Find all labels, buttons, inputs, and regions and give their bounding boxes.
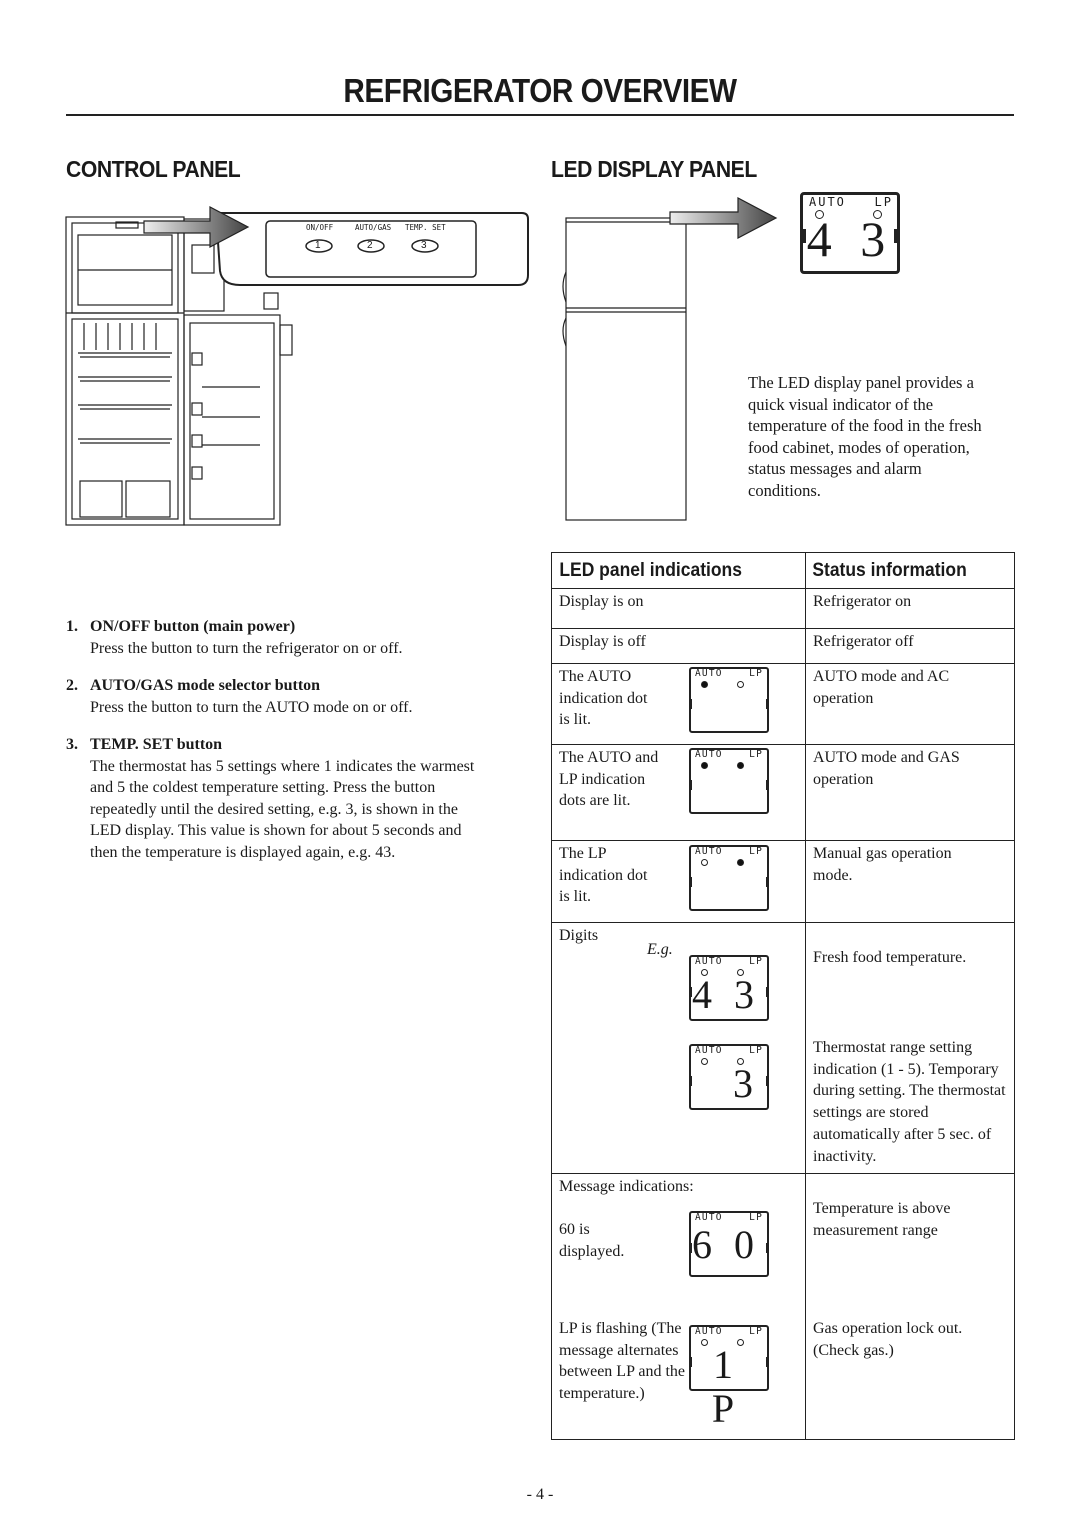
table-cell-status: Gas operation lock out. (Check gas.) [813, 1320, 963, 1359]
table-cell-indication: Display is off [559, 633, 646, 650]
table-header-indications: LED panel indications [559, 560, 742, 581]
led-auto-label: AUTO [695, 1045, 723, 1056]
led-lp-label: LP [749, 846, 763, 857]
led-auto-dot [701, 681, 708, 688]
list-item-desc: Press the button to turn the refrigerator on or off. [90, 639, 403, 657]
table-row-rule [552, 840, 1014, 841]
table-cell-indication: Digits [559, 927, 599, 944]
led-side-tab-right [766, 1243, 769, 1253]
led-side-tab-right [766, 780, 769, 790]
table-row-rule [552, 744, 1014, 745]
led-side-tab-right [766, 1357, 769, 1367]
led-indicator [689, 1044, 769, 1110]
table-row-rule [552, 1173, 1014, 1174]
table-cell-status: Refrigerator off [813, 633, 914, 650]
led-indicator-labels [695, 750, 763, 760]
led-indicator [689, 1325, 769, 1431]
led-auto-label: AUTO [695, 956, 723, 967]
led-side-tab-right [766, 987, 769, 997]
auto-gas-button-number: 2 [367, 240, 373, 251]
led-indications-table [551, 552, 1015, 1440]
led-indicator [689, 845, 769, 911]
led-digits: 1 P [711, 1342, 741, 1431]
led-auto-dot [701, 859, 708, 866]
table-cell-indication: The AUTO indication dot is lit. [559, 668, 648, 729]
on-off-button-number: 1 [315, 240, 321, 251]
led-auto-dot [701, 762, 708, 769]
led-auto-label: AUTO [695, 1326, 723, 1337]
led-auto-label: AUTO [695, 1212, 723, 1223]
list-item-desc: The thermostat has 5 settings where 1 indicates the warmest and 5 the coldest temperature setting. Press the button repeatedly until the desired setting, e.g. 3, is shown in the LED display. This value is shown for about 5 seconds and then the temperature is displayed again, e.g. 43. [90, 757, 475, 861]
table-cell-sub: 60 is displayed. [559, 1221, 625, 1260]
table-header-status: Status information [812, 560, 967, 581]
led-lp-dot [737, 859, 744, 866]
led-indicator-labels [695, 957, 763, 967]
led-lp-label: LP [749, 956, 763, 967]
led-side-tab-left [689, 699, 692, 709]
table-cell-indication: Display is on [559, 593, 644, 610]
list-item-number: 1. [66, 618, 78, 635]
table-row-rule [552, 922, 1014, 923]
led-lp-label: LP [874, 195, 893, 209]
title-rule [66, 114, 1014, 116]
list-item [66, 616, 476, 659]
led-lp-label: LP [749, 668, 763, 679]
open-refrigerator-illustration [64, 205, 534, 535]
led-side-tab-left [689, 780, 692, 790]
led-indicator-labels [695, 669, 763, 679]
control-panel-heading: CONTROL PANEL [66, 156, 241, 182]
led-lp-label: LP [749, 1326, 763, 1337]
led-auto-label: AUTO [695, 668, 723, 679]
led-digits: 4 3 [692, 972, 760, 1017]
led-digits: 3 [733, 1061, 759, 1106]
led-panel-description: The LED display panel provides a quick visual indicator of the temperature of the food in the fresh food cabinet, modes of operation, status messages and alarm conditions. [748, 373, 982, 500]
led-indicator [689, 955, 769, 1021]
led-side-tab-right [766, 699, 769, 709]
list-item-desc: Press the button to turn the AUTO mode on or off. [90, 698, 413, 716]
table-cell-eg: E.g. [647, 941, 673, 958]
table-column-divider [805, 553, 806, 1439]
led-indicator [689, 748, 769, 814]
table-cell-indication: LP is flashing (The message alternates between LP and the temperature.) [559, 1320, 686, 1403]
list-item [66, 734, 476, 864]
table-cell-indication: The LP indication dot is lit. [559, 845, 648, 906]
list-item-title: AUTO/GAS mode selector button [90, 677, 321, 694]
led-indicator-labels [695, 1046, 763, 1056]
led-lp-dot [737, 762, 744, 769]
led-side-tab-right [766, 877, 769, 887]
page-title: REFRIGERATOR OVERVIEW [343, 72, 737, 109]
led-auto-label: AUTO [695, 846, 723, 857]
led-digits: 6 0 [692, 1222, 760, 1267]
table-cell-status: AUTO mode and AC operation [813, 668, 950, 707]
led-side-tab-left [689, 877, 692, 887]
page-number: - 4 - [526, 1486, 554, 1503]
table-row-rule [552, 663, 1014, 664]
table-cell-status: Refrigerator on [813, 593, 912, 610]
table-cell-indication: Message indications: [559, 1178, 694, 1195]
on-off-panel-label: ON/OFF [306, 223, 334, 232]
led-display-large [800, 192, 900, 274]
led-indicator [689, 1211, 769, 1277]
list-item [66, 675, 476, 718]
led-lp-dot [737, 681, 744, 688]
led-digits: 4 3 [806, 211, 894, 267]
led-lp-label: LP [749, 1212, 763, 1223]
led-panel-heading: LED DISPLAY PANEL [551, 156, 757, 182]
auto-gas-panel-label: AUTO/GAS [355, 223, 392, 232]
table-header-rule [552, 588, 1014, 589]
table-cell-indication: The AUTO and LP indication dots are lit. [559, 749, 659, 810]
led-lp-label: LP [749, 1045, 763, 1056]
temp-set-panel-label: TEMP. SET [405, 223, 446, 232]
list-item-title: TEMP. SET button [90, 736, 223, 753]
table-cell-status: Fresh food temperature. [813, 949, 967, 966]
table-row-rule [552, 628, 1014, 629]
list-item-title: ON/OFF button (main power) [90, 618, 296, 635]
led-indicator-labels [695, 1327, 763, 1337]
table-cell-status: Temperature is above measurement range [813, 1200, 951, 1239]
list-item-number: 2. [66, 677, 78, 694]
table-cell-status: AUTO mode and GAS operation [813, 749, 960, 788]
table-cell-status: Manual gas operation mode. [813, 845, 952, 884]
led-indicator-labels [695, 847, 763, 857]
led-indicator [689, 667, 769, 733]
led-auto-label: AUTO [695, 749, 723, 760]
list-item-number: 3. [66, 736, 78, 753]
temp-set-button-number: 3 [421, 240, 427, 251]
led-lp-label: LP [749, 749, 763, 760]
table-cell-status: Thermostat range setting indication (1 - 5). Temporary during setting. The thermostat settings are stored automatically after 5 sec. of inactivity. [813, 1039, 1006, 1165]
led-auto-label: AUTO [809, 195, 846, 209]
led-side-tab-right [766, 1076, 769, 1086]
